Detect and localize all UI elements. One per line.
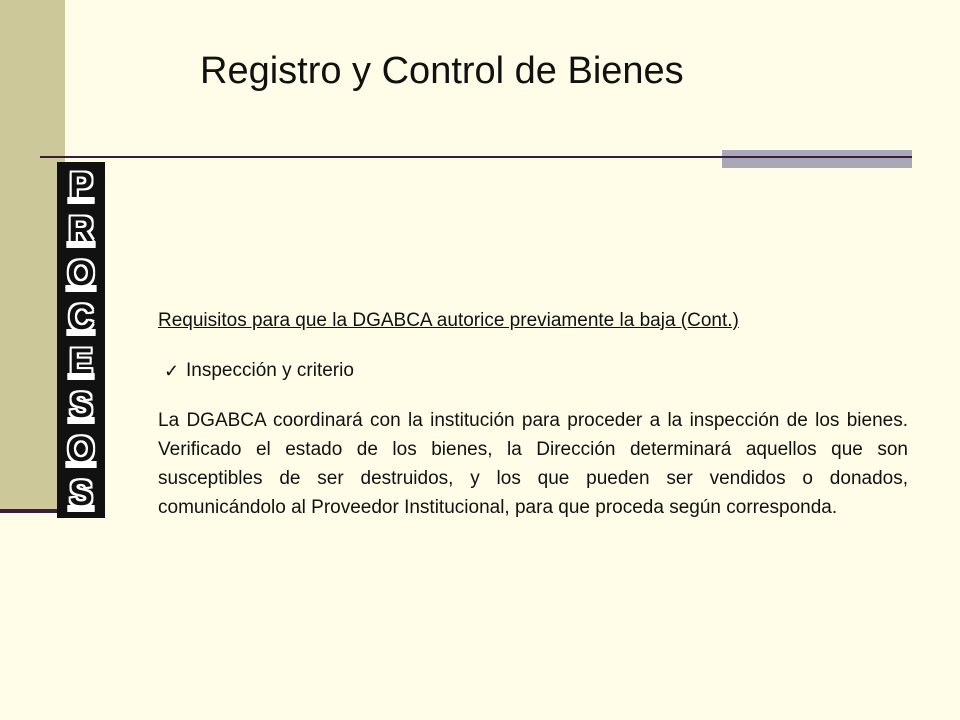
top-accent-block xyxy=(722,150,912,168)
vertical-letter: E xyxy=(69,342,93,381)
checkmark-icon: ✓ xyxy=(164,360,180,381)
body-paragraph: La DGABCA coordinará con la institución para proceder a la inspección de los bienes. Verificado el estado de los bienes, la Dirección determinará aquellos que son susceptibles de ser destruidos, y los que pueden ser vendidos o donados, comunicándolo al Proveedor Institucional, para que proceda según corresponda. xyxy=(158,410,908,518)
vertical-letter: R xyxy=(68,210,94,249)
bullet-text: Inspección y criterio xyxy=(186,360,354,381)
side-decoration-bar xyxy=(0,0,65,512)
slide-content xyxy=(158,310,908,522)
title-divider-line-overlay xyxy=(722,156,912,158)
section-heading: Requisitos para que la DGABCA autorice previamente la baja (Cont.) xyxy=(158,310,739,331)
vertical-letter: S xyxy=(69,386,93,425)
procesos-vertical-label xyxy=(57,162,105,518)
vertical-letter: O xyxy=(67,430,95,469)
bullet-item xyxy=(164,360,908,382)
vertical-letter: C xyxy=(68,298,94,337)
vertical-letter: O xyxy=(67,254,95,293)
vertical-letter: S xyxy=(69,474,93,513)
vertical-letter: P xyxy=(69,166,93,205)
slide-title: Registro y Control de Bienes xyxy=(200,50,684,92)
